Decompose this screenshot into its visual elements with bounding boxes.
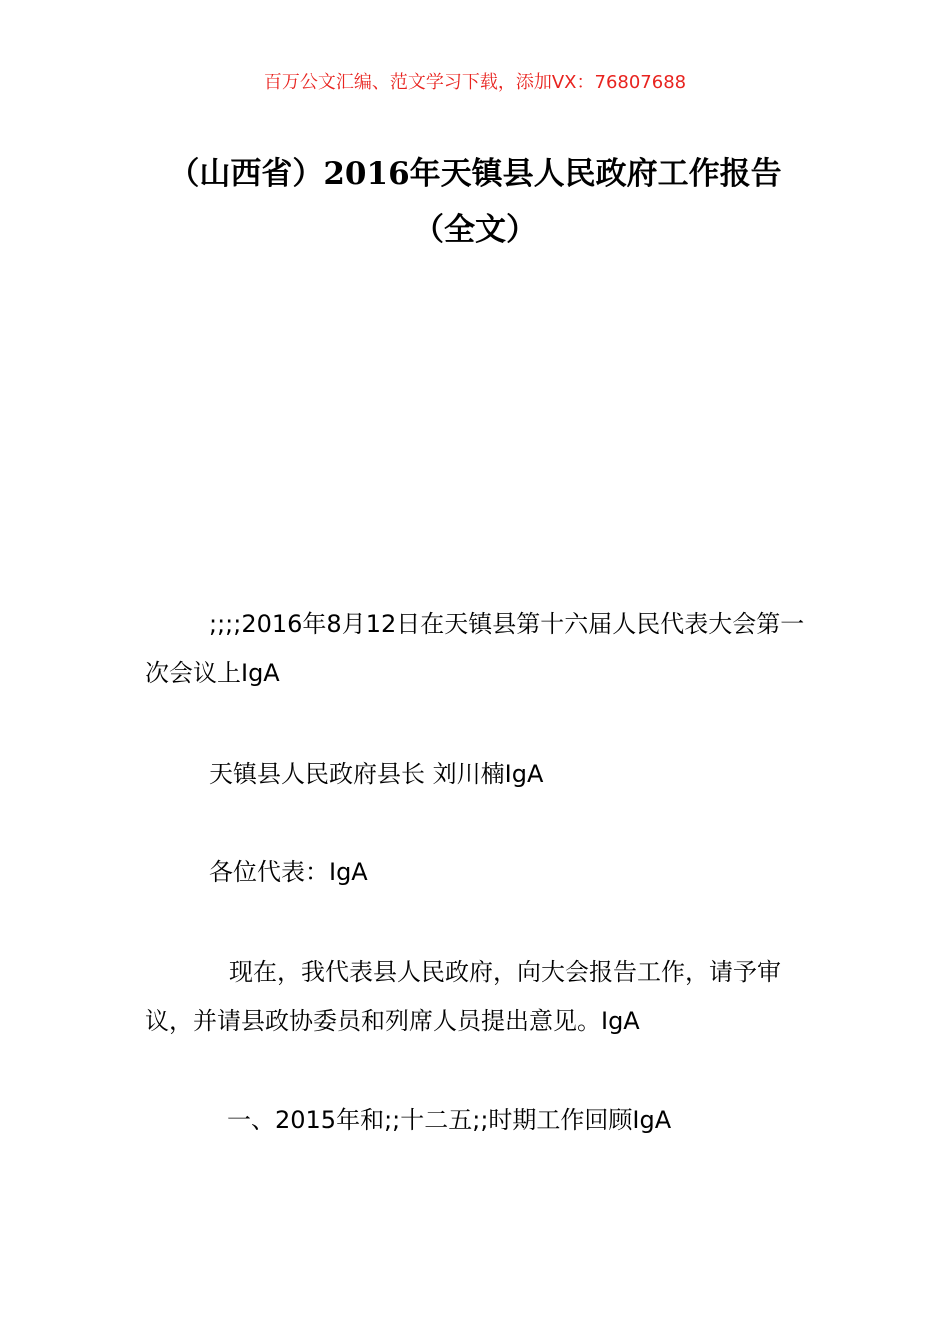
speaker-line: 天镇县人民政府县长 刘川楠IgA bbox=[209, 760, 544, 788]
document-title: （山西省）2016年天镇县人民政府工作报告（全文） bbox=[168, 156, 782, 248]
download-notice: 百万公文汇编、范文学习下载，添加VX：76807688 bbox=[263, 72, 687, 93]
opening-paragraph: 现在，我代表县人民政府，向大会报告工作，请予审议，并请县政协委员和列席人员提出意见。IgA bbox=[145, 958, 781, 1035]
salutation: 各位代表：IgA bbox=[209, 858, 368, 886]
meeting-info-paragraph: ;;;;2016年8月12日在天镇县第十六届人民代表大会第一次会议上IgA bbox=[145, 610, 805, 687]
section-heading: 一、2015年和;;十二五;;时期工作回顾IgA bbox=[227, 1106, 672, 1134]
